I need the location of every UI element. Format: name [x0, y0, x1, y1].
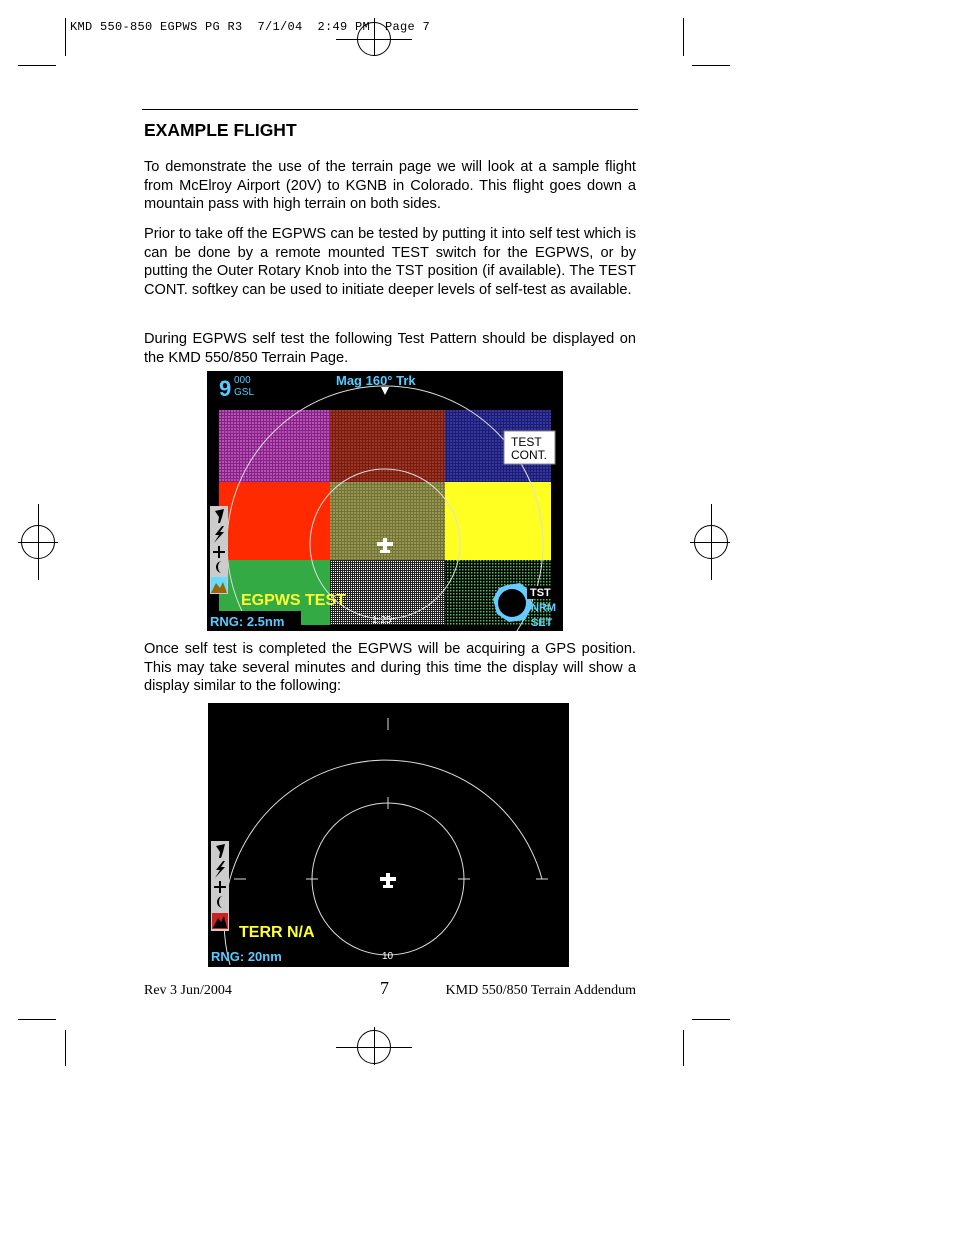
crop-mark — [683, 1030, 684, 1066]
softkey-label-line1: TEST — [511, 435, 542, 449]
crop-mark — [692, 1019, 730, 1020]
egpws-test-pattern-screen — [207, 371, 563, 631]
print-slug: KMD 550-850 EGPWS PG R3 7/1/04 2:49 PM Page 7 — [70, 20, 431, 34]
heading-label: Mag 160° Trk — [336, 373, 416, 388]
footer-title: KMD 550/850 Terrain Addendum — [445, 983, 636, 998]
paragraph-gps-acquire: Once self test is completed the EGPWS will be acquiring a GPS position. This may take several minutes and during this time the display will show a display similar to the following: — [144, 641, 636, 695]
egpws-test-label: EGPWS TEST — [241, 592, 346, 609]
altitude-small-digits: 000 — [234, 375, 251, 386]
heading-pointer-icon — [381, 387, 389, 395]
knob-option-nrm: NRM — [531, 602, 557, 614]
range-label: RNG: 20nm — [211, 949, 282, 964]
terrain-na-screen — [208, 703, 569, 967]
altitude-reference: GSL — [234, 387, 255, 398]
crop-mark — [38, 504, 39, 580]
ownship-aircraft-icon — [380, 873, 396, 888]
crop-mark — [65, 1030, 66, 1066]
paragraph-intro: To demonstrate the use of the terrain page we will look at a sample flight from McElroy Airport (20V) to KGNB in Colorado. This flight goes down a mountain pass with high terrain on both sides. — [144, 159, 636, 213]
knob-option-tst: TST — [530, 587, 551, 599]
crop-mark — [18, 65, 56, 66]
knob-option-set: SET — [531, 617, 553, 629]
crop-mark — [65, 18, 66, 56]
inner-ring-range-label: 10 — [382, 951, 394, 962]
range-label: RNG: 2.5nm — [210, 614, 285, 629]
inner-ring-range-label: 1.25 — [372, 615, 392, 626]
header-rule — [142, 109, 638, 110]
paragraph-self-test: Prior to take off the EGPWS can be tested by putting it into self test which is can be done by a remote mounted TEST switch for the EGPWS, or by putting the Outer Rotary Knob into the TST position (if available). The TEST CONT. softkey can be used to initiate deeper levels of self-test as available. — [144, 226, 636, 298]
paragraph-test-pattern: During EGPWS self test the following Test Pattern should be displayed on the KMD 550/850 Terrain Page. — [144, 331, 636, 366]
crop-mark — [711, 504, 712, 580]
crop-mark — [692, 65, 730, 66]
crop-mark — [374, 1027, 375, 1065]
softkey-label-line2: CONT. — [511, 448, 547, 462]
altitude-big-digit: 9 — [219, 376, 232, 401]
footer-revision: Rev 3 Jun/2004 — [144, 983, 232, 998]
section-heading: EXAMPLE FLIGHT — [144, 120, 297, 140]
terr-na-label: TERR N/A — [239, 924, 315, 941]
page-number: 7 — [380, 978, 389, 998]
crop-mark — [690, 542, 730, 543]
terrain-unavailable-icon — [212, 913, 228, 929]
crop-mark — [18, 1019, 56, 1020]
crop-mark — [683, 18, 684, 56]
